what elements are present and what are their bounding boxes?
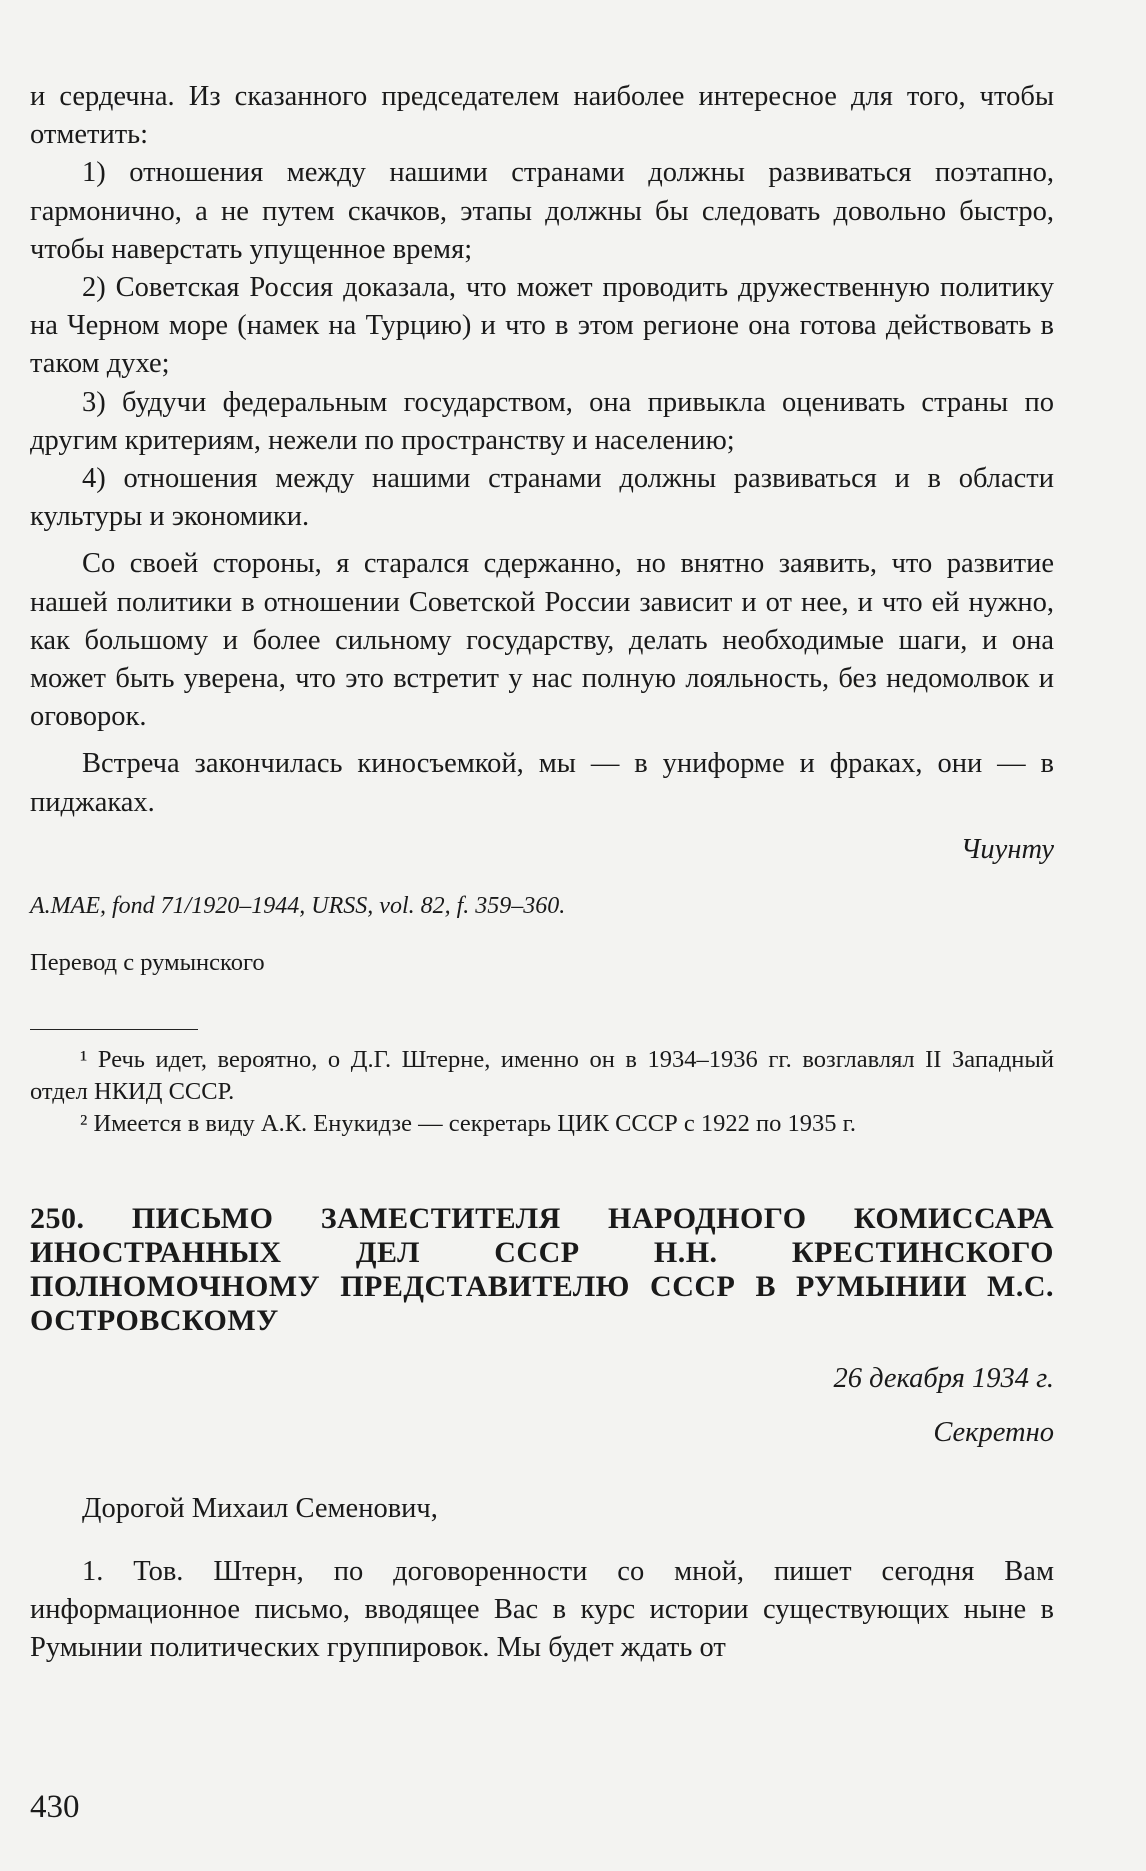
point-4: 4) отношения между нашими странами должны развиваться и в области культуры и экономики. (30, 463, 1054, 533)
translation-note: Перевод с румынского (30, 949, 265, 977)
classification-mark: Секретно (933, 1417, 1054, 1449)
meeting-paragraph: Встреча закончилась киносъемкой, мы — в униформе и фраках, они — в пиджаках. (30, 748, 1054, 818)
archive-reference: A.MAE, fond 71/1920–1944, URSS, vol. 82, f. 359–360. (30, 893, 566, 920)
document-date: 26 декабря 1934 г. (833, 1363, 1054, 1395)
footnote-2: ² Имеется в виду А.К. Енукидзе — секретарь ЦИК СССР с 1922 по 1935 г. (80, 1110, 856, 1138)
letter-paragraph-1: 1. Тов. Штерн, по договоренности со мной, пишет сегодня Вам информационное письмо, вводящее Вас в курс истории существующих ныне в Румынии политических группировок. Мы будет ждать от (30, 1555, 1054, 1664)
signature: Чиунту (960, 833, 1054, 865)
point-1: 1) отношения между нашими странами должны развиваться поэтапно, гармонично, а не путем скачков, этапы должны бы следовать довольно быстро, чтобы наверстать упущенное время; (30, 157, 1054, 265)
point-3: 3) будучи федеральным государством, она привыкла оценивать страны по другим критериям, нежели по пространству и населению; (30, 386, 1054, 456)
salutation: Дорогой Михаил Семенович, (82, 1493, 438, 1525)
point-2: 2) Советская Россия доказала, что может проводить дружественную политику на Черном море (намек на Турцию) и что в этом регионе она готова действовать в таком духе; (30, 272, 1054, 380)
intro-paragraph: и сердечна. Из сказанного председателем наиболее интересное для того, чтобы отметить: (30, 81, 1054, 151)
book-page (30, 78, 1054, 1667)
stance-paragraph: Со своей стороны, я старался сдержанно, но внятно заявить, что развитие нашей политики в отношении Советской России зависит и от нее, и что ей нужно, как большому и более сильному государству, делать необходимые шаги, и она может быть уверена, что это встретит у нас полную лояльность, без недомолвок и оговорок. (30, 548, 1054, 733)
footnote-1: ¹ Речь идет, вероятно, о Д.Г. Штерне, именно он в 1934–1936 гг. возглавлял II Западный отдел НКИД СССР. (30, 1046, 1054, 1106)
numbered-points (30, 154, 1054, 536)
document-heading: 250. ПИСЬМО ЗАМЕСТИТЕЛЯ НАРОДНОГО КОМИССАРА ИНОСТРАННЫХ ДЕЛ СССР Н.Н. КРЕСТИНСКОГО ПОЛНОМОЧНОМУ ПРЕДСТАВИТЕЛЮ СССР В РУМЫНИИ М.С. ОСТРОВСКОМУ (30, 1202, 1054, 1338)
footnote-divider (30, 1029, 198, 1030)
page-number: 430 (30, 1789, 80, 1825)
